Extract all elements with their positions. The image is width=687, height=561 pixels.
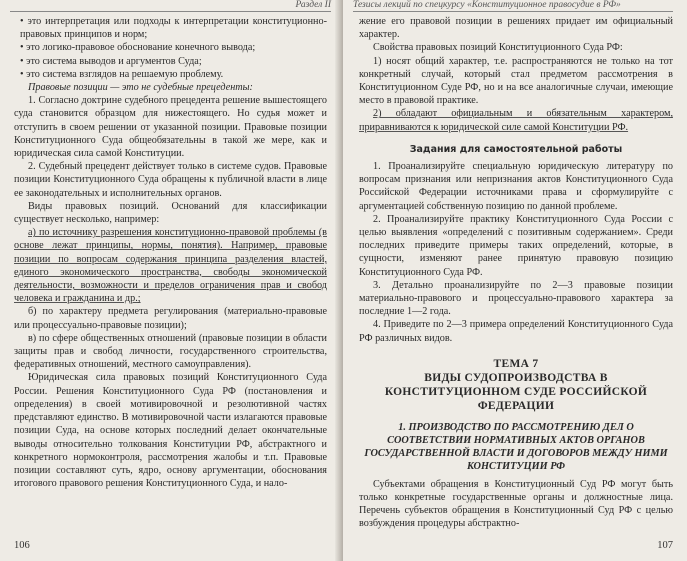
task-item: 4. Приведите по 2—3 примера определений Конституционного Суда РФ различных видов.	[359, 319, 673, 344]
left-page	[0, 0, 342, 561]
page-number: 107	[657, 540, 673, 551]
right-page	[343, 0, 687, 561]
left-paragraph: Юридическая сила правовых позиций Конституционного Суда России. Решения Конституционного Суда РФ (постановления и определения) в своей мотивировочной и резолютивной частях представляют единство. В мотивировочной части излагаются правовые позиции Суда, на основе которых последний делает окончательные выводы относительно толкования Конституции РФ, абстрактного и конкретного нормоконтроля, рассмотрения жалобы и т.п. Правовые позиции составляют суть, ядро, основу аргументации, обоснования итогового правового решения Конституционного Суда, и нало-	[14, 372, 327, 490]
topic-title: ТЕМА 7	[493, 357, 539, 370]
left-running-header: Раздел II	[10, 0, 331, 12]
left-paragraph: 2. Судебный прецедент действует только в системе судов. Правовые позиции Конституционного Суда обращены к публичной власти в лице ее законодательных и исполнительных органов.	[14, 161, 327, 199]
left-paragraph: Правовые позиции — это не судебные прецеденты:	[28, 82, 253, 94]
task-item: 2. Проанализируйте практику Конституционного Суда России с целью выявления «определений с позитивным содержанием». Среди последних приведите примеры таких определений, которые, в сущности, изменяют ранее принятую правовую позицию Конституционного Суда РФ.	[359, 213, 673, 278]
left-paragraph: • это система взглядов на решаемую проблему.	[20, 68, 224, 80]
page-number: 106	[14, 540, 30, 551]
left-page-text	[14, 15, 327, 490]
left-paragraph: • это интерпретация или подходы к интерпретации конституционно-правовых принципов и норм;	[20, 16, 327, 41]
left-paragraph: 1. Согласно доктрине судебного прецедента решение вышестоящего суда становится образцом для нижестоящего. Но судья может и отступить в своем решении от указанной позиции. Правовые позиции Конституционного Суда общеобязательны в такой же мере, как и юридическая сила самой Конституции.	[14, 95, 327, 160]
right-paragraph: Свойства правовых позиций Конституционного Суда РФ:	[373, 42, 623, 54]
right-running-header: Тезисы лекций по спецкурсу «Конституционное правосудие в РФ»	[353, 0, 673, 12]
section-title: 1. ПРОИЗВОДСТВО ПО РАССМОТРЕНИЮ ДЕЛ О СООТВЕТСТВИИ НОРМАТИВНЫХ АКТОВ ОРГАНОВ ГОСУДАРСТВЕННОЙ ВЛАСТИ И ДОГОВОРОВ МЕЖДУ НИМИ КОНСТИТУЦИИ РФ	[364, 421, 668, 472]
right-page-text	[359, 15, 673, 531]
left-paragraph: б) по характеру предмета регулирования (материально-правовые или процессуально-правовые позиции);	[14, 306, 327, 331]
left-paragraph: а) по источнику разрешения конституционно-правовой проблемы (в основе лежат принципы, нормы, понятия). Например, правовые позиции по вопросам содержания принципа разделения властей, единого экономического пространства, свободы экономической деятельности, возможности и пределов ограничения прав и свобод человека и гражданина и др.;	[14, 227, 327, 305]
right-paragraph: 1) носят общий характер, т.е. распространяются не только на тот конкретный случай, который стал предметом рассмотрения в Конституционном Суде РФ, но и на все аналогичные случаи, имеющие место в правовой практике.	[359, 55, 673, 107]
topic-subtitle: ВИДЫ СУДОПРОИЗВОДСТВА В КОНСТИТУЦИОННОМ СУДЕ РОССИЙСКОЙ ФЕДЕРАЦИИ	[384, 371, 648, 412]
left-paragraph: Виды правовых позиций. Оснований для классификации существует несколько, например:	[14, 200, 327, 226]
left-paragraph: • это логико-правовое обоснование конечного вывода;	[20, 42, 256, 54]
tasks-heading: Задания для самостоятельной работы	[409, 143, 623, 155]
right-paragraph: Субъектами обращения в Конституционный Суд РФ могут быть только конкретные государственные органы и должностные лица. Перечень субъектов обращения в Конституционный Суд РФ с целью возбуждения процедуры абстрактно-	[359, 478, 673, 530]
task-item: 1. Проанализируйте специальную юридическую литературу по вопросам признания или непризнания актов Конституционного Суда Российской Федерации источниками права и сформулируйте с аргументацией собственную позицию по данной проблеме.	[359, 161, 673, 212]
right-paragraph: 2) обладают официальным и обязательным характером, приравниваются к юридической силе самой Конституции РФ.	[359, 108, 673, 133]
task-item: 3. Детально проанализируйте по 2—3 правовые позиции материально-правового и процессуально-правового характера за последние 1—2 года.	[359, 279, 673, 318]
left-paragraph: в) по сфере общественных отношений (правовые позиции в области защиты прав и свобод личности, государственного строительства, федеративных отношений, местного самоуправления).	[14, 332, 327, 371]
left-paragraph: • это система выводов и аргументов Суда;	[20, 55, 202, 67]
right-paragraph: жение его правовой позиции в решениях придает им официальный характер.	[359, 16, 673, 41]
